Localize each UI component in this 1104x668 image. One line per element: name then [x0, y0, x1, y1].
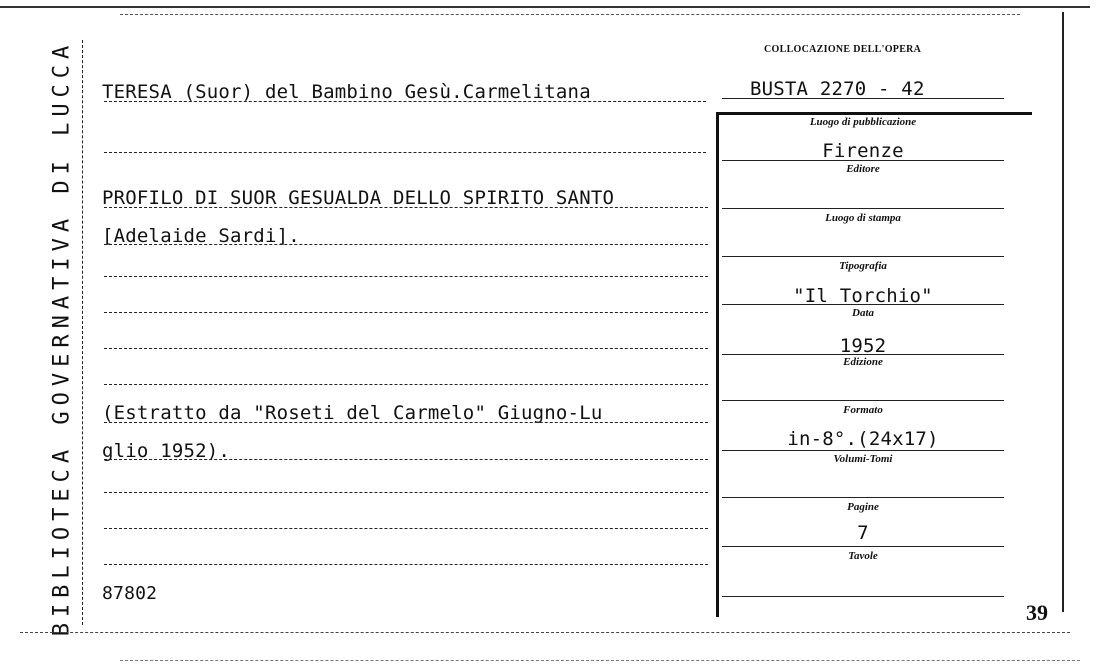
left-margin-rule — [82, 40, 83, 625]
collocazione-underline — [722, 98, 1004, 99]
title-line-2: [Adelaide Sardi]. — [102, 225, 300, 247]
editore-label: Editore — [846, 163, 880, 175]
bottom-border-noise — [120, 660, 1080, 661]
ruled-line-7 — [104, 348, 708, 349]
formato-label: Formato — [843, 404, 883, 416]
note-line-2: glio 1952). — [102, 440, 231, 462]
rule-luogo-stampa — [722, 256, 1004, 257]
title-underline-1 — [104, 207, 708, 208]
rule-formato — [722, 450, 1004, 451]
title-underline-2 — [104, 244, 708, 245]
edizione-label: Edizione — [843, 356, 883, 368]
rule-data — [722, 354, 1004, 355]
volumi-label: Volumi-Tomi — [833, 453, 893, 465]
ruled-line-13 — [104, 564, 708, 565]
ruled-line-8 — [104, 384, 708, 385]
fields-top-rule — [716, 112, 1032, 115]
library-name: BIBLIOTECA GOVERNATIVA DI LUCCA — [49, 39, 75, 637]
tipografia-label: Tipografia — [839, 260, 887, 272]
rule-tavole — [722, 596, 1004, 597]
rule-tipografia — [722, 304, 1004, 305]
data-label: Data — [852, 307, 874, 319]
bottom-border — [20, 632, 1070, 633]
pagine-label: Pagine — [847, 501, 879, 513]
pagine-value: 7 — [857, 522, 869, 544]
card-right-edge — [1062, 12, 1064, 612]
luogo-pubblicazione-value: Firenze — [822, 140, 904, 162]
tipografia-value: "Il Torchio" — [793, 285, 933, 307]
collocazione-value: BUSTA 2270 - 42 — [750, 78, 925, 100]
top-border-noise — [120, 14, 1020, 15]
author-underline — [104, 101, 706, 102]
rule-luogo-pubblicazione — [722, 160, 1004, 161]
ruled-line-5 — [104, 276, 708, 277]
inventory-number: 87802 — [102, 583, 158, 604]
ruled-line-12 — [104, 528, 708, 529]
formato-value: in-8°.(24x17) — [787, 428, 939, 450]
ruled-line-6 — [104, 312, 708, 313]
ruled-line-11 — [104, 492, 708, 493]
tavole-label: Tavole — [848, 550, 878, 562]
note-line-1: (Estratto da "Roseti del Carmelo" Giugno-Lu — [102, 402, 603, 424]
data-value: 1952 — [839, 335, 887, 357]
note-underline-2 — [104, 459, 708, 460]
rule-pagine — [722, 546, 1004, 547]
collocazione-label: COLLOCAZIONE DELL'OPERA — [764, 44, 922, 55]
rule-volumi — [722, 497, 1004, 498]
margin-mark: 39 — [1026, 600, 1048, 625]
rule-edizione — [722, 400, 1004, 401]
rule-editore — [722, 208, 1004, 209]
title-line-1: PROFILO DI SUOR GESUALDA DELLO SPIRITO SANTO — [102, 187, 615, 209]
luogo-stampa-label: Luogo di stampa — [825, 212, 901, 224]
author-line: TERESA (Suor) del Bambino Gesù.Carmelitana — [102, 81, 591, 103]
ruled-line-2 — [104, 152, 706, 153]
luogo-pubblicazione-label: Luogo di pubblicazione — [809, 116, 917, 128]
top-border — [0, 6, 1090, 8]
note-underline-1 — [104, 422, 708, 423]
